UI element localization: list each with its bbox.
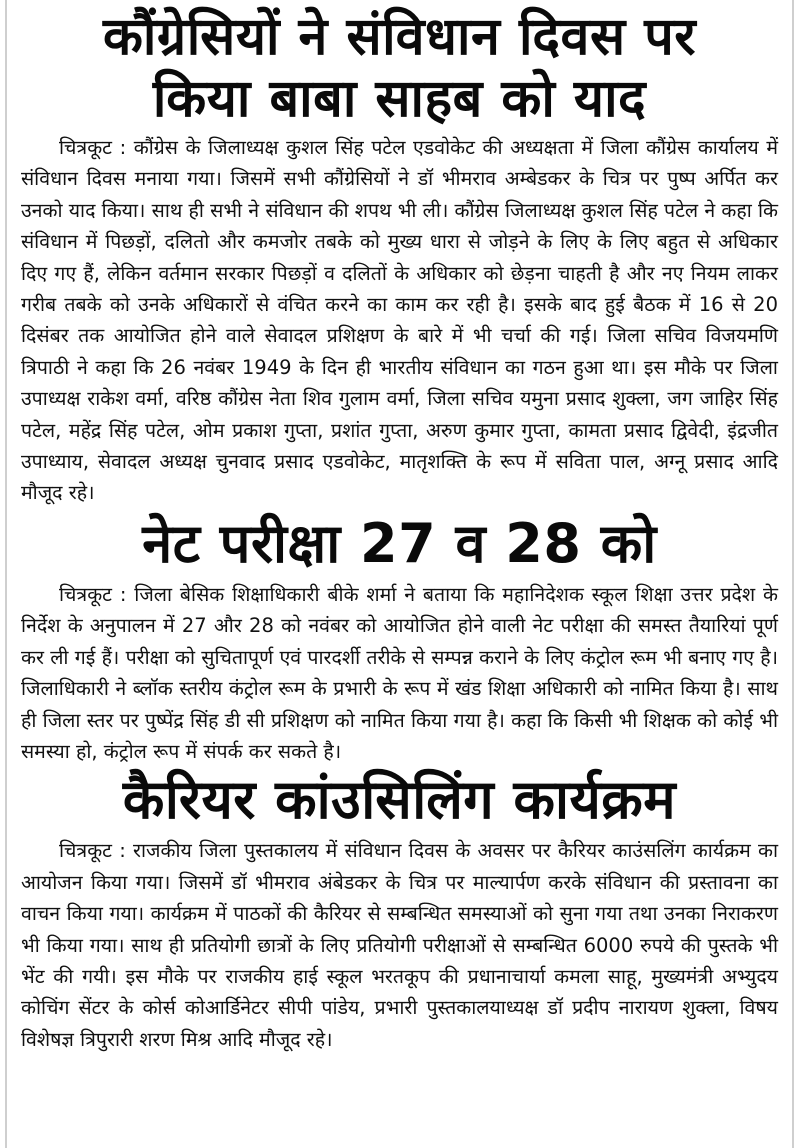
newspaper-clipping bbox=[5, 0, 794, 1148]
article-1-body: चित्रकूट : कौंग्रेस के जिलाध्यक्ष कुशल सिंह पटेल एडवोकेट की अध्यक्षता में जिला कौंग्रेस कार्यालय में संविधान दिवस मनाया गया। जिसमें सभी कौंग्रेसियों ने डॉ भीमराव अम्बेडकर के चित्र पर पुष्प अर्पित कर उनको याद किया। साथ ही सभी ने संविधान की शपथ भी ली। कौंग्रेस जिलाध्यक्ष कुशल सिंह पटेल ने कहा कि संविधान में पिछड़ों, दलितो और कमजोर तबके को मुख्य धारा से जोड़ने के लिए के लिए बहुत से अधिकार दिए गए हैं, लेकिन वर्तमान सरकार पिछड़ों व दलितों के अधिकार को छेड़ना चाहती है और नए नियम लाकर गरीब तबके को उनके अधिकारों से वंचित करने का काम कर रही है। इसके बाद हुई बैठक में 16 से 20 दिसंबर तक आयोजित होने वाले सेवादल प्रशिक्षण के बारे में भी चर्चा की गई। जिला सचिव विजयमणि त्रिपाठी ने कहा कि 26 नवंबर 1949 के दिन ही भारतीय संविधान का गठन हुआ था। इस मौके पर जिला उपाध्यक्ष राकेश वर्मा, वरिष्ठ कौंग्रेस नेता शिव गुलाम वर्मा, जिला सचिव यमुना प्रसाद शुक्ला, जग जाहिर सिंह पटेल, महेंद्र सिंह पटेल, ओम प्रकाश गुप्ता, प्रशांत गुप्ता, अरुण कुमार गुप्ता, कामता प्रसाद द्विवेदी, इंद्रजीत उपाध्याय, सेवादल अध्यक्ष चुनवाद प्रसाद एडवोकेट, मातृशक्ति के रूप में सविता पाल, अग्नू प्रसाद आदि मौजूद रहे। bbox=[21, 136, 778, 505]
article-career-counselling bbox=[7, 767, 792, 1055]
article-constitution-day bbox=[7, 0, 792, 509]
article-1-headline-line1: कौंग्रेसियों ने संविधान दिवस पर bbox=[102, 7, 697, 67]
article-3-body: चित्रकूट : राजकीय जिला पुस्तकालय में संविधान दिवस के अवसर पर कैरियर काउंसलिंग कार्यक्रम का आयोजन किया गया। जिसमें डॉ भीमराव अंबेडकर के चित्र पर माल्यार्पण करके संविधान की प्रस्तावना का वाचन किया गया। कार्यक्रम में पाठकों की कैरियर से सम्बन्धित समस्याओं को सुना गया तथा उनका निराकरण भी किया गया। साथ ही प्रतियोगी छात्रों के लिए प्रतियोगी परीक्षाओं से सम्बन्धित 6000 रुपये की पुस्तके भी भेंट की गयी। इस मौके पर राजकीय हाई स्कूल भरतकूप की प्रधानाचार्या कमला साहू, मुख्यमंत्री अभ्युदय कोचिंग सेंटर के कोर्स कोआर्डिनेटर सीपी पांडेय, प्रभारी पुस्तकालयाध्यक्ष डॉ प्रदीप नारायण शुक्ला, विषय विशेषज्ञ त्रिपुरारी शरण मिश्र आदि मौजूद रहे। bbox=[21, 839, 778, 1051]
article-2-body: चित्रकूट : जिला बेसिक शिक्षाधिकारी बीके शर्मा ने बताया कि महानिदेशक स्कूल शिक्षा उत्तर प्रदेश के निर्देश के अनुपालन में 27 और 28 को नवंबर को आयोजित होने वाली नेट परीक्षा की समस्त तैयारियां पूर्ण कर ली गई हैं। परीक्षा को सुचितापूर्ण एवं पारदर्शी तरीके से सम्पन्न कराने के लिए कंट्रोल रूम भी बनाए गए है। जिलाधिकारी ने ब्लॉक स्तरीय कंट्रोल रूम के प्रभारी के रूप में खंड शिक्षा अधिकारी को नामित किया है। साथ ही जिला स्तर पर पुष्पेंद्र सिंह डी सी प्रशिक्षण को नामित किया गया है। कहा कि किसी भी शिक्षक को कोई भी समस्या हो, कंट्रोल रूप में संपर्क कर सकते है। bbox=[21, 582, 778, 763]
article-3-headline: कैरियर कांउसिलिंग कार्यक्रम bbox=[122, 768, 677, 832]
article-2-headline: नेट परीक्षा 27 व 28 को bbox=[142, 511, 657, 575]
article-net-exam bbox=[7, 511, 792, 767]
article-1-headline-line2: किया बाबा साहब को याद bbox=[152, 69, 647, 129]
